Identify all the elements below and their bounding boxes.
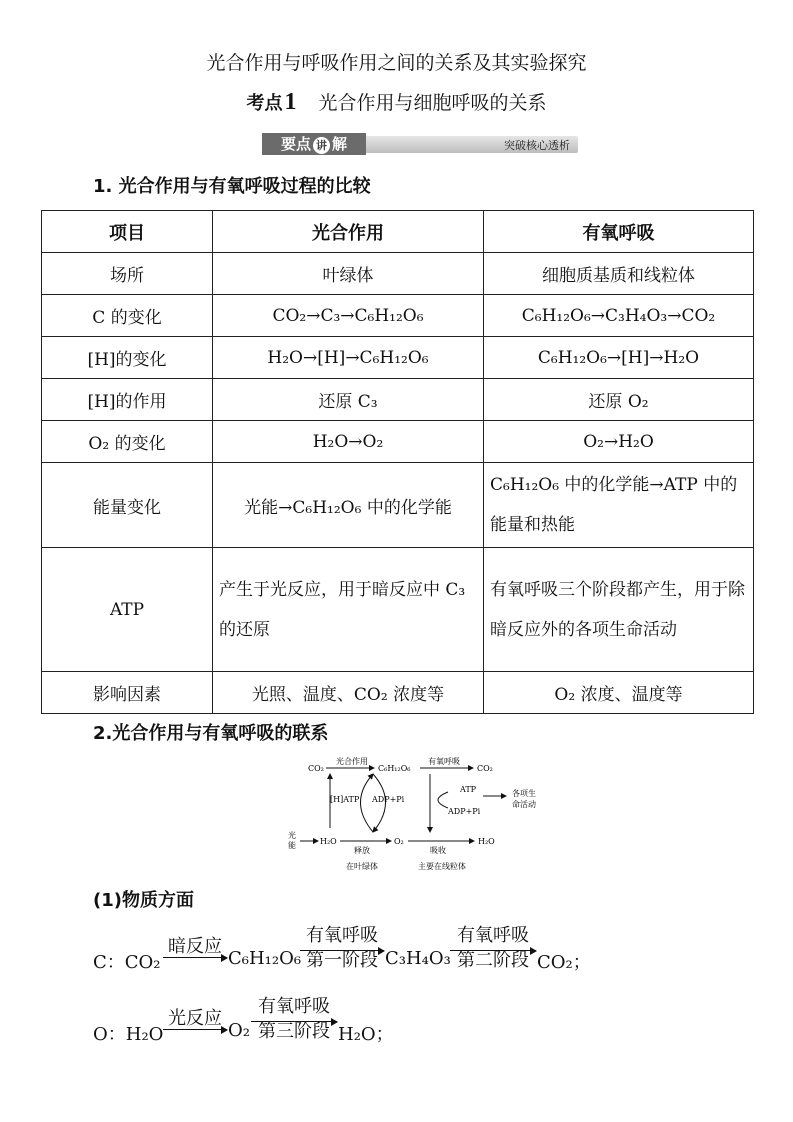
arrow-label: 暗反应 [168,936,222,957]
diagram-in-mito: 主要在线粒体 [418,862,466,871]
table-row [42,421,754,463]
section1-heading: 1. 光合作用与有氧呼吸过程的比较 [93,176,371,197]
table-cell: 产生于光反应，用于暗反应中 C₃ 的还原 [213,548,484,672]
formula-c-arrow2 [300,926,384,971]
table-cell: C₆H₁₂O₆ 中的化学能→ATP 中的能量和热能 [484,463,754,548]
section2-heading: 2.光合作用与有氧呼吸的联系 [93,723,329,744]
formula-o-end: H₂O； [338,1024,394,1045]
arrow-label-bottom: 第一阶段 [306,950,378,971]
diagram-aerobic-label: 有氧呼吸 [428,757,460,766]
table-cell: O₂ 的变化 [42,421,213,463]
photosynthesis-respiration-diagram [278,752,568,876]
formula-o-arrow2 [251,997,337,1042]
diagram-o2: O₂ [394,837,404,846]
diagram-release: 释放 [354,846,370,855]
table-cell: 影响因素 [42,672,213,714]
formula-o-o2: O₂ [228,1020,250,1041]
header-cell: 项目 [42,211,213,253]
table-cell: O₂ 浓度、温度等 [484,672,754,714]
lecture-icon: 讲 [313,137,330,154]
table-header-row [42,211,754,253]
table-cell: [H]的变化 [42,337,213,379]
section-heading [0,88,793,116]
formula-o-prefix: O：H₂O [93,1024,164,1045]
table-row [42,463,754,548]
diagram-in-chloroplast: 在叶绿体 [346,862,378,871]
table-cell: H₂O→O₂ [213,421,484,463]
table-cell: C₆H₁₂O₆→[H]→H₂O [484,337,754,379]
table-row [42,337,754,379]
formula-c-end: CO₂； [537,952,591,973]
table-cell: 细胞质基质和线粒体 [484,253,754,295]
arrow-label-top: 有氧呼吸 [457,925,529,946]
header-cell: 有氧呼吸 [484,211,754,253]
diagram-photo-label: 光合作用 [336,757,368,766]
diagram-atp-right: ATP [460,785,477,794]
table-cell: [H]的作用 [42,379,213,421]
formula-c-glucose: C₆H₁₂O₆ [228,948,302,969]
table-cell: C 的变化 [42,295,213,337]
header-cell: 光合作用 [213,211,484,253]
kaodian-number: 1 [284,89,297,115]
section3-heading: (1)物质方面 [93,890,194,911]
table-cell: 光照、温度、CO₂ 浓度等 [213,672,484,714]
diagram-light-2: 能 [288,841,296,850]
comparison-table [41,210,754,714]
table-cell: C₆H₁₂O₆→C₃H₄O₃→CO₂ [484,295,754,337]
formula-c-pyruvate: C₃H₄O₃ [385,948,451,969]
table-cell: 场所 [42,253,213,295]
table-cell: CO₂→C₃→C₆H₁₂O₆ [213,295,484,337]
table-row [42,379,754,421]
table-cell: 还原 O₂ [484,379,754,421]
diagram-h2o-right: H₂O [478,837,495,846]
diagram-adp-pi-right: ADP+Pi [448,807,481,816]
table-row [42,672,754,714]
table-cell: 有氧呼吸三个阶段都产生，用于除暗反应外的各项生命活动 [484,548,754,672]
banner-left-b: 解 [332,135,348,153]
arrow-label-top: 有氧呼吸 [306,925,378,946]
table-cell: 还原 C₃ [213,379,484,421]
kaodian-label: 考点 [246,93,283,114]
diagram-life-2: 命活动 [512,800,536,809]
diagram-life-1: 各项生 [512,789,536,798]
diagram-light-1: 光 [288,831,296,840]
formula-c-prefix: C：CO₂ [93,952,161,973]
arrow-label-bottom: 第三阶段 [258,1021,330,1042]
table-row [42,295,754,337]
formula-c-arrow3 [450,926,536,971]
table-cell: 叶绿体 [213,253,484,295]
diagram-co2-right: CO₂ [477,764,493,773]
kaodian-title: 光合作用与细胞呼吸的关系 [318,92,547,114]
table-row [42,548,754,672]
diagram-co2-left: CO₂ [308,764,324,773]
table-cell: ATP [42,548,213,672]
diagram-h2o-left: H₂O [320,837,337,846]
table-cell: 能量变化 [42,463,213,548]
table-cell: O₂→H₂O [484,421,754,463]
diagram-glucose: C₆H₁₂O₆ [378,764,411,773]
banner-left-a: 要点 [280,135,311,153]
table-cell: 光能→C₆H₁₂O₆ 中的化学能 [213,463,484,548]
arrow-label: 光反应 [168,1008,222,1029]
table-row [42,253,754,295]
arrow-label-bottom: 第二阶段 [457,950,529,971]
diagram-h-atp: [H]ATP [330,795,360,804]
key-points-banner [262,133,578,155]
table-cell: H₂O→[H]→C₆H₁₂O₆ [213,337,484,379]
page-title: 光合作用与呼吸作用之间的关系及其实验探究 [206,52,587,74]
banner-right: 突破核心透析 [504,139,570,152]
diagram-adp-pi-left: ADP+Pi [372,795,405,804]
diagram-absorb: 吸收 [430,846,446,855]
formula-c-arrow1 [163,937,227,958]
arrow-label-top: 有氧呼吸 [258,996,330,1017]
formula-o-arrow1 [163,1009,227,1030]
